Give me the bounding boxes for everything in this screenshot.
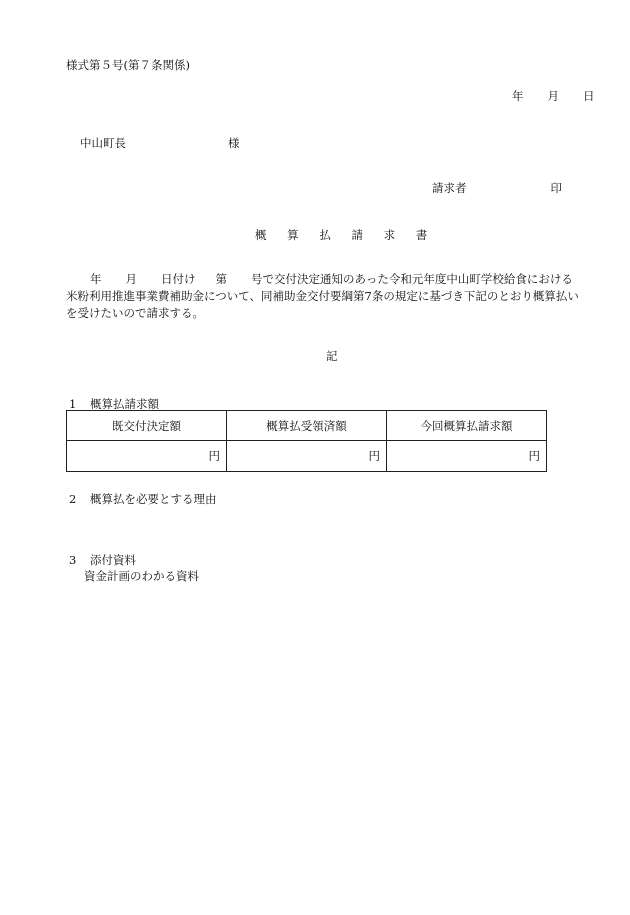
section-2-number: 2 [69,492,77,506]
section-2-heading [69,491,217,507]
body-line1-rest: 号で交付決定通知のあった令和元年度中山町学校給食における [251,272,573,286]
body-line-1 [66,271,602,288]
ki-heading: 記 [326,349,338,363]
title-char: 払 [319,228,331,242]
section-1-number: 1 [69,397,77,411]
body-line-3: を受けたいので請求する。 [66,306,204,320]
header-cell-requested-amount: 今回概算払請求額 [387,411,547,441]
date-day-label: 日 [583,89,595,103]
value-cell-decided-amount[interactable]: 円 [67,441,227,472]
requester [432,180,562,196]
header-cell-decided-amount: 既交付決定額 [67,411,227,441]
body-year: 年 [90,272,102,286]
amount-table [66,410,547,472]
request-body [66,271,602,322]
seal-mark: 印 [550,181,562,195]
body-day-suffix: 日付け [161,272,196,286]
value-cell-requested-amount[interactable]: 円 [387,441,547,472]
date-year-label: 年 [512,89,524,103]
table-header-row [67,411,547,441]
body-number-prefix: 第 [215,272,227,286]
section-3-number: 3 [69,553,77,567]
title-char: 算 [287,228,299,242]
section-2-title: 概算払を必要とする理由 [90,492,217,506]
title-char: 書 [415,228,428,242]
date-month-label: 月 [547,89,559,103]
title-char: 請 [351,228,363,242]
addressee-honorific: 様 [228,136,240,150]
form-number: 様式第５号(第７条関係) [66,58,190,72]
addressee [80,135,240,151]
table-value-row [67,441,547,472]
requester-label: 請求者 [432,181,467,195]
document-title [255,227,427,243]
header-cell-received-amount: 概算払受領済額 [227,411,387,441]
title-char: 求 [383,228,396,242]
section-1-title: 概算払請求額 [90,397,159,411]
title-char: 概 [255,228,267,242]
body-month: 月 [125,272,137,286]
date-line [512,88,595,104]
body-line-2: 米粉利用推進事業費補助金について、同補助金交付要綱第7条の規定に基づき下記のとおり概算払い [66,289,579,303]
section-3-heading [69,552,136,568]
value-cell-received-amount[interactable]: 円 [227,441,387,472]
section-3-title: 添付資料 [90,553,136,567]
attachment-item: 資金計画のわかる資料 [84,569,199,583]
addressee-name: 中山町長 [80,136,126,150]
